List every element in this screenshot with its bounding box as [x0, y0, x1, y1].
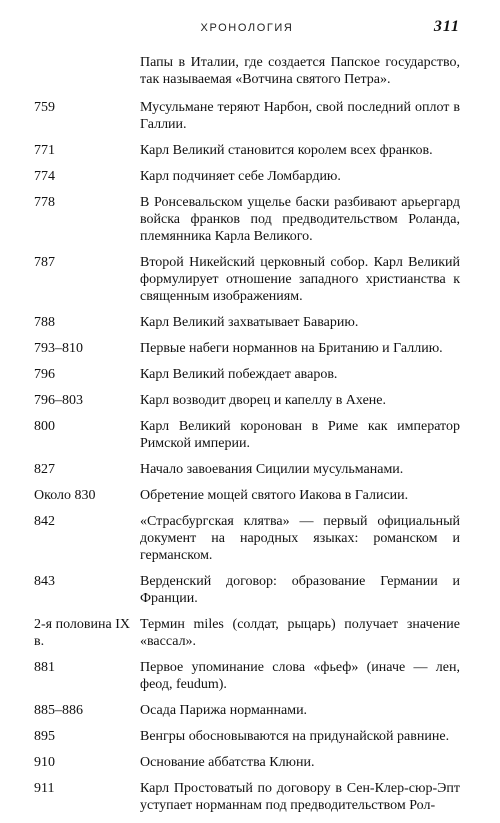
chronology-entry — [34, 168, 460, 185]
entry-text: Второй Никейский церковный собор. Карл Великий формулирует отношение западного христианства к священным изображениям. — [140, 255, 460, 304]
chronology-entry-continued — [34, 54, 460, 88]
chronology-entry — [34, 754, 460, 771]
entry-date: 796 — [34, 367, 55, 382]
entry-text: Папы в Италии, где создается Папское государство, так называемая «Вотчина святого Петра». — [140, 55, 460, 87]
entry-text: Обретение мощей святого Иакова в Галисии. — [140, 488, 409, 503]
entry-date: 796–803 — [34, 393, 83, 408]
chronology-entry — [34, 99, 460, 133]
entry-text: Основание аббатства Клюни. — [140, 755, 315, 770]
entry-text: Карл Великий побеждает аваров. — [140, 367, 338, 382]
entry-date: 842 — [34, 514, 55, 529]
entry-text: Карл подчиняет себе Ломбардию. — [140, 169, 341, 184]
entry-text: В Ронсевальском ущелье баски разбивают арьергард войска франков под предводительством Роланда, племянника Карла Великого. — [140, 195, 460, 244]
chronology-entry — [34, 314, 460, 331]
chronology-entry — [34, 616, 460, 650]
chronology-entry — [34, 366, 460, 383]
entry-date: 771 — [34, 143, 55, 158]
entry-date: 2-я половина IX в. — [34, 617, 130, 649]
entry-text: Карл Великий захватывает Баварию. — [140, 315, 359, 330]
entry-date: 787 — [34, 255, 55, 270]
entry-text: Мусульмане теряют Нарбон, свой последний оплот в Галлии. — [140, 100, 460, 132]
entry-text: Карл Простоватый по договору в Сен-Клер-сюр-Эпт уступает норманнам под предводительством Рол- — [140, 781, 460, 813]
chronology-entry — [34, 728, 460, 745]
chronology-entry — [34, 418, 460, 452]
entry-date: 843 — [34, 574, 55, 589]
chronology-entry — [34, 487, 460, 504]
chronology-body — [34, 54, 460, 823]
entry-date: 827 — [34, 462, 55, 477]
entry-date: Около 830 — [34, 488, 96, 503]
entry-text: Термин miles (солдат, рыцарь) получает значение «вассал». — [140, 617, 460, 649]
entry-date — [34, 54, 140, 88]
entry-date: 911 — [34, 781, 55, 796]
running-head: ХРОНОЛОГИЯ — [200, 22, 294, 34]
page-number: 311 — [433, 18, 460, 35]
chronology-entry — [34, 573, 460, 607]
entry-date: 788 — [34, 315, 55, 330]
entry-text: Карл Великий становится королем всех франков. — [140, 143, 433, 158]
entry-date: 885–886 — [34, 703, 83, 718]
entry-date: 793–810 — [34, 341, 83, 356]
entry-date: 910 — [34, 755, 55, 770]
chronology-entry — [34, 254, 460, 305]
entry-text: Карл возводит дворец и капеллу в Ахене. — [140, 393, 386, 408]
entry-date: 895 — [34, 729, 55, 744]
chronology-entry — [34, 659, 460, 693]
chronology-entry — [34, 340, 460, 357]
entry-date: 774 — [34, 169, 55, 184]
entry-text: Первое упоминание слова «фьеф» (иначе — лен, феод, feudum). — [140, 660, 460, 692]
entry-text: «Страсбургская клятва» — первый официальный документ на народных языках: романском и германском. — [140, 514, 460, 563]
entry-text: Начало завоевания Сицилии мусульманами. — [140, 462, 404, 477]
chronology-entry — [34, 513, 460, 564]
entry-date: 759 — [34, 100, 55, 115]
chronology-entry — [34, 392, 460, 409]
entry-text: Осада Парижа норманнами. — [140, 703, 308, 718]
entry-text: Верденский договор: образование Германии и Франции. — [140, 574, 460, 606]
page-header — [34, 18, 460, 42]
entry-date: 778 — [34, 195, 55, 210]
entry-text: Первые набеги норманнов на Британию и Галлию. — [140, 341, 443, 356]
chronology-entry — [34, 461, 460, 478]
entry-date: 800 — [34, 419, 55, 434]
entry-text: Карл Великий коронован в Риме как император Римской империи. — [140, 419, 460, 451]
chronology-entry — [34, 702, 460, 719]
entry-date: 881 — [34, 660, 55, 675]
entry-text: Венгры обосновываются на придунайской равнине. — [140, 729, 450, 744]
chronology-entry — [34, 780, 460, 814]
chronology-entry — [34, 142, 460, 159]
chronology-entry — [34, 194, 460, 245]
